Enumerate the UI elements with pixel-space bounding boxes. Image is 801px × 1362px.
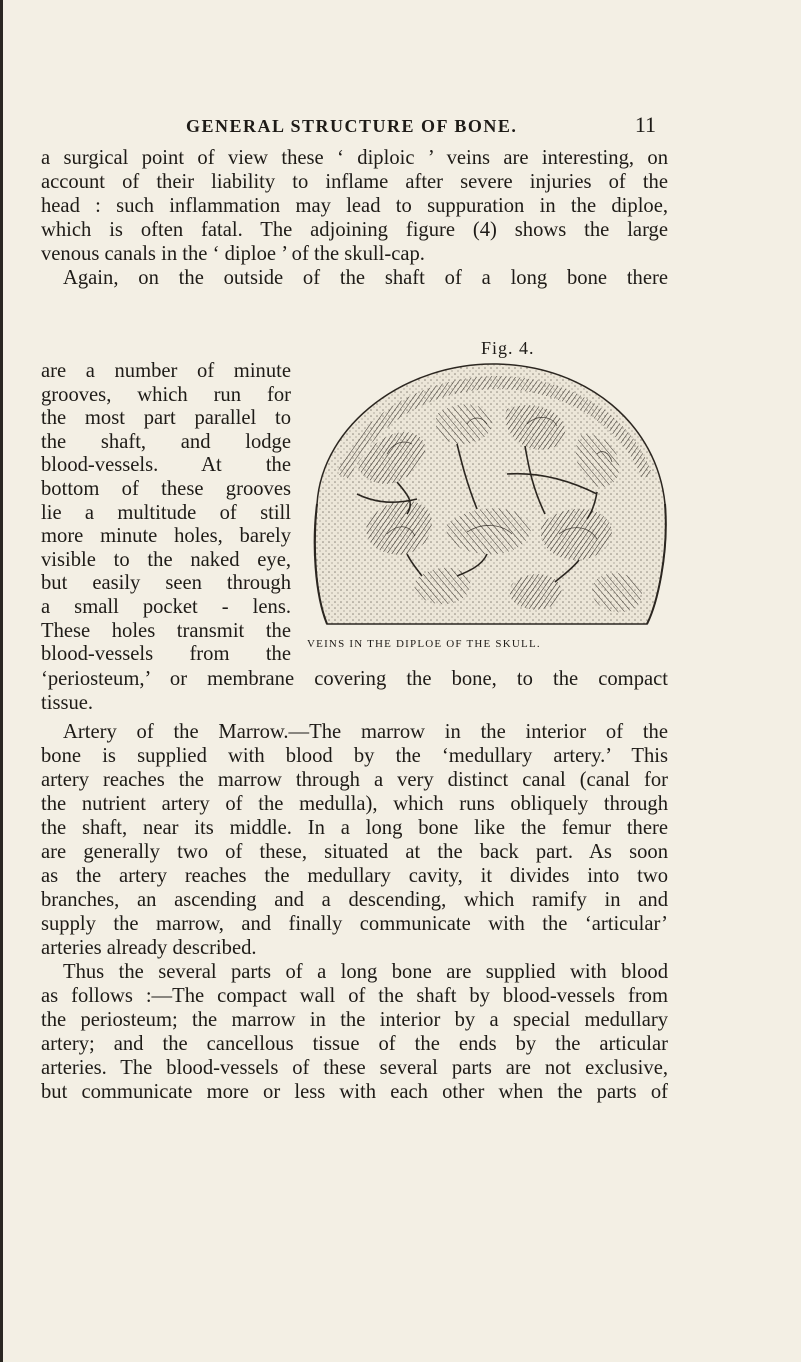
text-line: Again, on the outside of the shaft of a long bone there — [63, 267, 668, 289]
text-line: bone is supplied with blood by the ‘medullary artery.’ This — [41, 745, 668, 767]
text-line: the shaft, and lodge — [41, 430, 291, 453]
running-header — [152, 112, 656, 144]
page-edge-shadow — [0, 0, 3, 1362]
text-line: ‘periosteum,’ or membrane covering the bone, to the compact — [41, 668, 668, 690]
text-line: which is often fatal. The adjoining figure (4) shows the large — [41, 219, 668, 241]
text-line: are generally two of these, situated at the back part. As soon — [41, 841, 668, 863]
text-line: blood-vessels. At the — [41, 454, 291, 477]
artery-of-marrow-section — [41, 720, 668, 960]
text-line: a surgical point of view these ‘ diploic ’ veins are interesting, on — [41, 147, 668, 169]
text-line: artery; and the cancellous tissue of the ends by the articular — [41, 1033, 668, 1055]
text-line: more minute holes, barely — [41, 525, 291, 548]
wrapped-text-column — [41, 360, 291, 667]
text-line: the periosteum; the marrow in the interior by a special medullary — [41, 1009, 668, 1031]
page-number: 11 — [634, 112, 656, 137]
text-line: grooves, which run for — [41, 383, 291, 406]
skull-diploe-illustration — [297, 354, 673, 634]
text-line: venous canals in the ‘ diploe ’ of the skull-cap. — [41, 243, 425, 265]
text-line: a small pocket - lens. — [41, 595, 291, 618]
running-title: GENERAL STRUCTURE OF BONE. — [186, 116, 518, 136]
text-line: are a number of minute — [41, 360, 291, 382]
section-heading-line: Artery of the Marrow.—The marrow in the interior of the — [63, 721, 668, 743]
intro-paragraph — [41, 146, 668, 290]
text-line: arteries. The blood-vessels of these several parts are not exclusive, — [41, 1057, 668, 1079]
text-line: head : such inflammation may lead to suppuration in the diploe, — [41, 195, 668, 217]
figure-label: Fig. 4. — [481, 338, 535, 358]
text-line: the most part parallel to — [41, 407, 291, 430]
text-line: These holes transmit the — [41, 619, 291, 642]
text-line: lie a multitude of still — [41, 501, 291, 524]
text-line: as follows :—The compact wall of the shaft by blood-vessels from — [41, 985, 668, 1007]
periosteum-continuation — [41, 667, 668, 715]
text-line: Thus the several parts of a long bone are supplied with blood — [63, 961, 668, 983]
summary-paragraph — [41, 960, 668, 1104]
text-line: but easily seen through — [41, 572, 291, 595]
text-line: as the artery reaches the medullary cavity, it divides into two — [41, 865, 668, 887]
text-line: the nutrient artery of the medulla), which runs obliquely through — [41, 793, 668, 815]
text-line: supply the marrow, and finally communicate with the ‘articular’ — [41, 913, 668, 935]
figure-caption: VEINS IN THE DIPLOE OF THE SKULL. — [307, 638, 541, 650]
text-line: tissue. — [41, 692, 94, 714]
text-line: branches, an ascending and a descending, which ramify in and — [41, 889, 668, 911]
text-line: blood-vessels from the — [41, 643, 291, 666]
text-line: visible to the naked eye, — [41, 548, 291, 571]
text-line: account of their liability to inflame after severe injuries of the — [41, 171, 668, 193]
text-line: bottom of these grooves — [41, 477, 291, 500]
text-line: the shaft, near its middle. In a long bone like the femur there — [41, 817, 668, 839]
text-line: artery reaches the marrow through a very distinct canal (canal for — [41, 769, 668, 791]
text-line: arteries already described. — [41, 937, 257, 959]
text-line: but communicate more or less with each other when the parts of — [41, 1081, 668, 1103]
